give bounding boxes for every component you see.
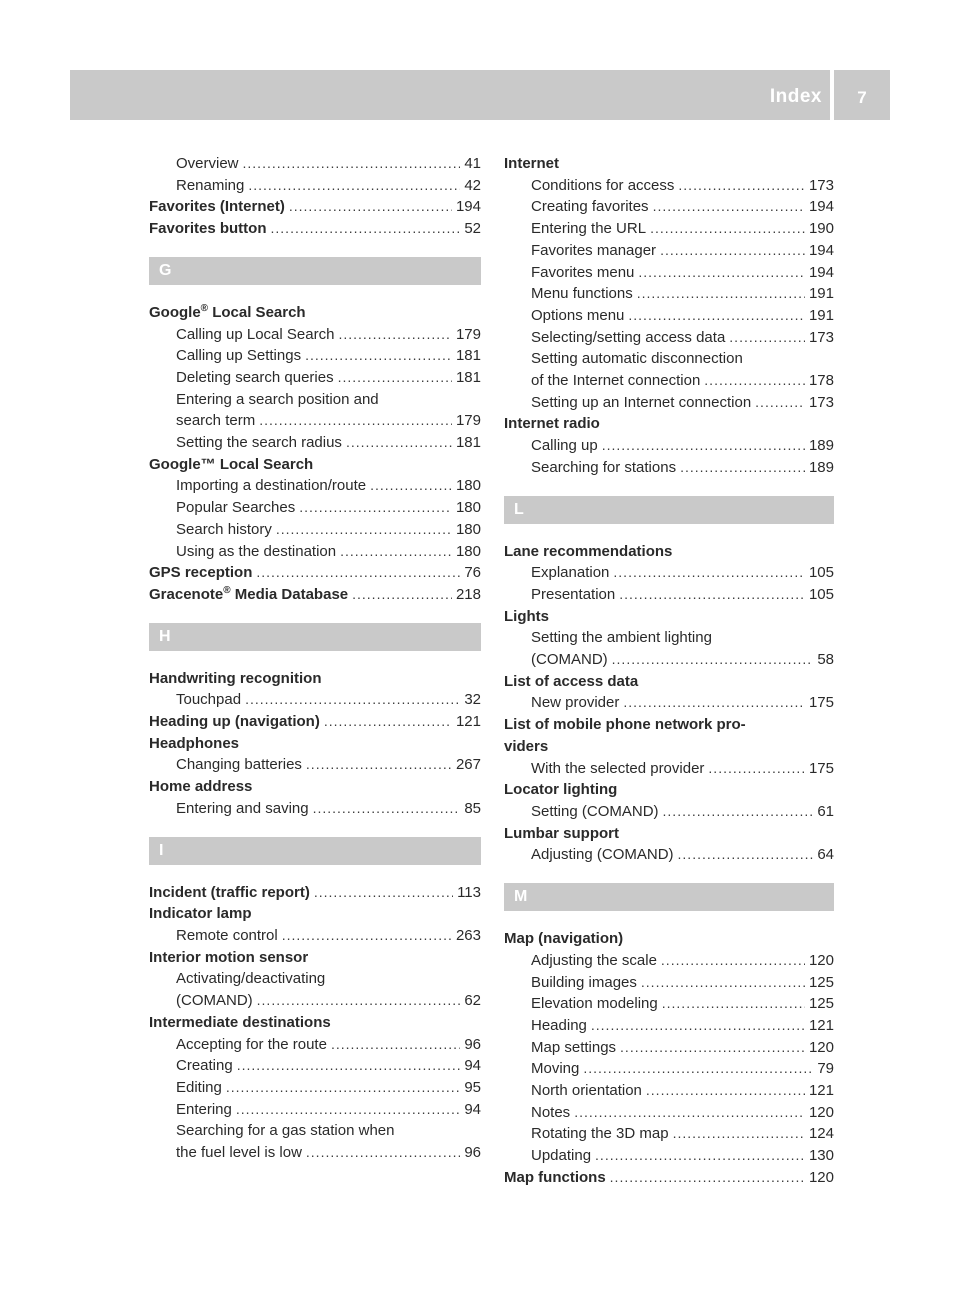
index-subentry-line: Setting automatic disconnection (531, 350, 743, 368)
page-ref: 121 (808, 1082, 834, 1100)
page-ref: 79 (817, 1060, 834, 1078)
index-subentry (504, 649, 834, 671)
index-subentry (504, 972, 834, 994)
page-ref: 62 (464, 992, 481, 1010)
leader-dots (299, 497, 452, 519)
entry-label: Calling up (531, 437, 598, 455)
index-heading: Google™ Local Search (149, 455, 314, 473)
leader-dots (370, 475, 452, 497)
index-subentry (149, 990, 481, 1012)
leader-dots (638, 262, 805, 284)
page-ref: 181 (455, 434, 481, 452)
page-ref: 95 (464, 1078, 481, 1096)
leader-dots (248, 175, 460, 197)
registered-mark: ® (200, 302, 209, 314)
leader-dots (338, 367, 452, 389)
index-subentry (149, 689, 481, 711)
page-ref: 173 (808, 328, 834, 346)
entry-label: Using as the destination (176, 542, 337, 560)
leader-dots (226, 1077, 460, 1099)
index-subentry (149, 754, 481, 776)
leader-dots (574, 1102, 805, 1124)
leader-dots (245, 689, 460, 711)
leader-dots (282, 925, 452, 947)
index-subentry (149, 153, 481, 175)
index-heading: Home address (149, 778, 253, 796)
entry-label: Calling up Local Search (176, 325, 335, 343)
index-subentry (149, 1077, 481, 1099)
entry-label: Setting (COMAND) (531, 802, 659, 820)
index-subentry-line: Searching for a gas station when (176, 1122, 395, 1140)
index-subentry (149, 345, 481, 367)
index-subentry (504, 305, 834, 327)
entry-label: Searching for stations (531, 458, 677, 476)
page-ref: 64 (817, 846, 834, 864)
index-subentry (149, 175, 481, 197)
entry-label: (COMAND) (176, 992, 253, 1010)
index-subentry (504, 1015, 834, 1037)
leader-dots (259, 410, 452, 432)
index-subentry (149, 798, 481, 820)
index-subentry (149, 367, 481, 389)
index-entry (149, 196, 481, 218)
page-ref: 179 (455, 412, 481, 430)
index-heading: Intermediate destinations (149, 1013, 331, 1031)
index-subentry (504, 801, 834, 823)
index-heading: Handwriting recognition (149, 669, 322, 687)
index-heading: Locator lighting (504, 781, 618, 799)
entry-label: Creating (176, 1057, 233, 1075)
index-heading: List of access data (504, 672, 639, 690)
entry-label: Favorites (Internet) (149, 198, 285, 216)
page-ref: 180 (455, 477, 481, 495)
entry-label: Entering (176, 1100, 232, 1118)
page-ref: 105 (808, 564, 834, 582)
leader-dots (314, 882, 453, 904)
page-ref: 130 (808, 1147, 834, 1165)
entry-label: Moving (531, 1060, 580, 1078)
page-ref: 190 (808, 220, 834, 238)
leader-dots (646, 1080, 805, 1102)
index-entry (149, 711, 481, 733)
entry-label: Importing a destination/route (176, 477, 367, 495)
page-ref: 180 (455, 542, 481, 560)
index-entry (149, 562, 481, 584)
page-ref: 121 (455, 713, 481, 731)
entry-label: Heading (531, 1016, 587, 1034)
index-subentry (504, 1145, 834, 1167)
index-heading: Indicator lamp (149, 905, 252, 923)
leader-dots (628, 305, 805, 327)
entry-label: Entering and saving (176, 799, 309, 817)
page-ref: 191 (808, 306, 834, 324)
entry-label: Adjusting the scale (531, 951, 657, 969)
page-ref: 263 (455, 926, 481, 944)
leader-dots (755, 392, 805, 414)
entry-label: Menu functions (531, 285, 633, 303)
page-ref: 173 (808, 393, 834, 411)
entry-label: Building images (531, 973, 637, 991)
leader-dots (602, 435, 805, 457)
index-column-left (149, 153, 481, 1164)
entry-label: Gracenote® Media Database (149, 584, 349, 603)
leader-dots (610, 1167, 805, 1189)
entry-label: Entering the URL (531, 220, 647, 238)
page-ref: 94 (464, 1057, 481, 1075)
entry-label: Elevation modeling (531, 995, 658, 1013)
leader-dots (340, 541, 452, 563)
entry-label: Heading up (navigation) (149, 713, 320, 731)
index-subentry (504, 692, 834, 714)
index-subentry (149, 1055, 481, 1077)
page-ref: 125 (808, 995, 834, 1013)
registered-mark: ® (223, 584, 231, 596)
index-subentry (504, 1058, 834, 1080)
index-entry (149, 584, 481, 606)
entry-label: Presentation (531, 585, 616, 603)
page-ref: 180 (455, 499, 481, 517)
leader-dots (346, 432, 452, 454)
page-ref: 105 (808, 585, 834, 603)
leader-dots (612, 649, 814, 671)
page-ref: 194 (808, 198, 834, 216)
index-subentry (504, 283, 834, 305)
entry-label: Renaming (176, 176, 245, 194)
index-subentry (504, 327, 834, 349)
page-ref: 85 (464, 799, 481, 817)
index-subentry (149, 925, 481, 947)
entry-label: Changing batteries (176, 756, 302, 774)
page-ref: 120 (808, 1103, 834, 1121)
page-ref: 124 (808, 1125, 834, 1143)
leader-dots (650, 218, 805, 240)
index-subentry (149, 1034, 481, 1056)
leader-dots (619, 584, 805, 606)
leader-dots (653, 196, 805, 218)
page-ref: 52 (464, 220, 481, 238)
entry-label: Favorites button (149, 220, 267, 238)
entry-label: Remote control (176, 926, 278, 944)
index-subentry (504, 844, 834, 866)
entry-label: Notes (531, 1103, 571, 1121)
index-heading: Lights (504, 607, 549, 625)
page-ref: 191 (808, 285, 834, 303)
leader-dots (324, 711, 452, 733)
index-subentry (504, 240, 834, 262)
index-subentry (149, 519, 481, 541)
page-ref: 181 (455, 368, 481, 386)
leader-dots (660, 240, 805, 262)
page-ref: 218 (455, 585, 481, 603)
leader-dots (338, 324, 452, 346)
index-subentry (149, 541, 481, 563)
index-entry (149, 218, 481, 240)
leader-dots (583, 1058, 813, 1080)
leader-dots (352, 584, 452, 606)
index-subentry (504, 175, 834, 197)
index-subentry (149, 410, 481, 432)
index-subentry (149, 1142, 481, 1164)
index-subentry (504, 392, 834, 414)
leader-dots (236, 1099, 460, 1121)
index-heading (149, 302, 481, 324)
index-heading: viders (504, 737, 549, 755)
page-ref: 194 (455, 198, 481, 216)
leader-dots (313, 798, 461, 820)
page-ref: 179 (455, 325, 481, 343)
page-ref: 113 (457, 883, 481, 901)
page-ref: 42 (464, 176, 481, 194)
leader-dots (289, 196, 452, 218)
index-subentry (504, 1102, 834, 1124)
leader-dots (613, 562, 805, 584)
page-ref: 96 (464, 1144, 481, 1162)
leader-dots (276, 519, 452, 541)
index-heading: Map (navigation) (504, 930, 624, 948)
index-subentry (504, 435, 834, 457)
entry-label: Incident (traffic report) (149, 883, 310, 901)
entry-label: search term (176, 412, 256, 430)
page-ref: 120 (808, 1038, 834, 1056)
entry-label: New provider (531, 694, 620, 712)
leader-dots (680, 457, 805, 479)
index-subentry (504, 1080, 834, 1102)
entry-label: Favorites menu (531, 263, 635, 281)
letter-section-header: H (149, 623, 481, 651)
leader-dots (306, 1142, 460, 1164)
entry-label: Updating (531, 1147, 592, 1165)
leader-dots (591, 1015, 805, 1037)
index-heading: Lane recommendations (504, 542, 673, 560)
index-heading: Lumbar support (504, 824, 619, 842)
entry-label: Map settings (531, 1038, 617, 1056)
page-ref: 180 (455, 520, 481, 538)
page-ref: 76 (464, 564, 481, 582)
index-subentry (504, 218, 834, 240)
leader-dots (257, 990, 461, 1012)
leader-dots (704, 370, 805, 392)
page-ref: 121 (808, 1016, 834, 1034)
index-subentry (504, 1123, 834, 1145)
page-ref: 194 (808, 263, 834, 281)
leader-dots (708, 758, 805, 780)
leader-dots (637, 283, 805, 305)
leader-dots (623, 692, 805, 714)
entry-label: Setting the search radius (176, 434, 342, 452)
page-ref: 96 (464, 1035, 481, 1053)
entry-label: Popular Searches (176, 499, 296, 517)
entry-label: GPS reception (149, 564, 253, 582)
index-subentry-line: Activating/deactivating (176, 970, 326, 988)
leader-dots (673, 1123, 805, 1145)
page-ref: 181 (455, 347, 481, 365)
page-number: 7 (857, 88, 867, 107)
leader-dots (641, 972, 805, 994)
leader-dots (256, 562, 460, 584)
entry-label: Accepting for the route (176, 1035, 327, 1053)
index-heading: Interior motion sensor (149, 948, 309, 966)
page-ref: 32 (464, 691, 481, 709)
index-column-right (504, 153, 834, 1189)
entry-label: (COMAND) (531, 651, 608, 669)
index-heading: Internet radio (504, 415, 600, 433)
index-entry (149, 882, 481, 904)
index-subentry (149, 1099, 481, 1121)
index-heading: Internet (504, 155, 560, 172)
page-ref: 125 (808, 973, 834, 991)
entry-label: Options menu (531, 306, 625, 324)
leader-dots (331, 1034, 460, 1056)
index-subentry (504, 196, 834, 218)
page-ref: 267 (455, 756, 481, 774)
index-subentry (504, 950, 834, 972)
entry-label: of the Internet connection (531, 372, 701, 390)
index-subentry (504, 758, 834, 780)
index-entry (504, 1167, 834, 1189)
leader-dots (661, 950, 805, 972)
header-bar (70, 70, 830, 120)
leader-dots (237, 1055, 461, 1077)
entry-label: Creating favorites (531, 198, 649, 216)
entry-label: Conditions for access (531, 176, 675, 194)
entry-label: Editing (176, 1078, 222, 1096)
entry-label: Search history (176, 520, 272, 538)
leader-dots (729, 327, 805, 349)
index-subentry (504, 1037, 834, 1059)
entry-label: Overview (176, 155, 239, 172)
index-subentry (504, 993, 834, 1015)
leader-dots (271, 218, 461, 240)
page-ref: 194 (808, 241, 834, 259)
entry-label-rest: Local Search (208, 303, 306, 321)
leader-dots (678, 844, 814, 866)
page-ref: 189 (808, 437, 834, 455)
index-subentry (149, 432, 481, 454)
index-subentry-line: Entering a search position and (176, 390, 379, 408)
leader-dots (306, 754, 452, 776)
entry-label: Map functions (504, 1168, 606, 1186)
page-ref: 175 (808, 694, 834, 712)
index-subentry (504, 262, 834, 284)
letter-section-header: L (504, 496, 834, 524)
page-ref: 175 (808, 759, 834, 777)
entry-label: Deleting search queries (176, 368, 334, 386)
entry-label: Favorites manager (531, 241, 657, 259)
index-subentry (504, 370, 834, 392)
entry-label: Selecting/setting access data (531, 328, 726, 346)
entry-label: Touchpad (176, 691, 242, 709)
index-subentry-line: Setting the ambient lighting (531, 629, 712, 647)
leader-dots (620, 1037, 805, 1059)
index-subentry (504, 562, 834, 584)
index-subentry (149, 497, 481, 519)
leader-dots (305, 345, 452, 367)
index-subentry (149, 324, 481, 346)
page-ref: 120 (808, 951, 834, 969)
page-ref: 173 (808, 176, 834, 194)
leader-dots (662, 993, 805, 1015)
index-subentry (149, 475, 481, 497)
letter-section-header: M (504, 883, 834, 911)
page-ref: 120 (808, 1168, 834, 1186)
leader-dots (243, 153, 461, 175)
page-title: Index (769, 86, 822, 107)
page-ref: 178 (808, 372, 834, 390)
letter-section-header: G (149, 257, 481, 285)
entry-label: With the selected provider (531, 759, 705, 777)
leader-dots (678, 175, 805, 197)
page-ref: 94 (464, 1100, 481, 1118)
entry-label: Calling up Settings (176, 347, 302, 365)
leader-dots (595, 1145, 805, 1167)
entry-label: Explanation (531, 564, 610, 582)
page-ref: 41 (464, 155, 481, 172)
entry-label: North orientation (531, 1082, 642, 1100)
page-ref: 189 (808, 458, 834, 476)
letter-section-header: I (149, 837, 481, 865)
leader-dots (663, 801, 814, 823)
entry-label: the fuel level is low (176, 1144, 302, 1162)
entry-label: Rotating the 3D map (531, 1125, 669, 1143)
index-subentry (504, 457, 834, 479)
page-ref: 61 (817, 802, 834, 820)
entry-label: Adjusting (COMAND) (531, 846, 674, 864)
index-heading: List of mobile phone network pro- (504, 716, 746, 734)
index-heading: Headphones (149, 734, 240, 752)
page-ref: 58 (817, 651, 834, 669)
entry-label: Setting up an Internet connection (531, 393, 752, 411)
index-subentry (504, 584, 834, 606)
entry-label: Google (149, 303, 201, 321)
